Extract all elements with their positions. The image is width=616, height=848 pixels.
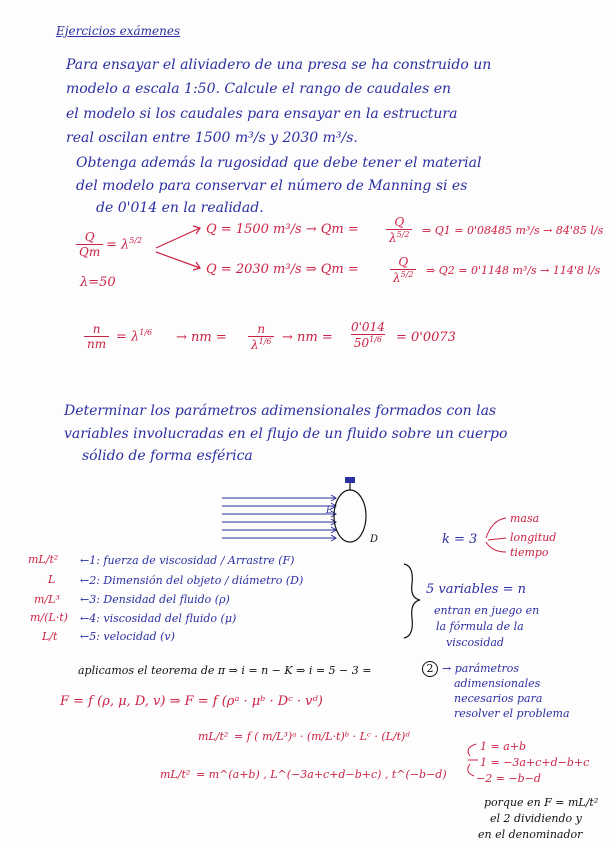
dim-4: m/(L·t): [30, 611, 68, 624]
nm-fraction: $\frac{n}{\lambda^{1/6}}$: [248, 322, 274, 352]
summary-line-1: 5 variables = n: [426, 582, 526, 597]
problem1-line-6: del modelo para conservar el número de Manning si es: [76, 178, 468, 194]
pi-theorem: aplicamos el teorema de π ⇒ i = n − K ⇒ i = 5 − 3 =: [78, 664, 372, 677]
f-equation-3-rhs: = m^(a+b) , L^(−3a+c+d−b+c) , t^(−b−d): [196, 768, 447, 781]
f-equation: F = f (ρ, μ, D, v) ⇒ F = f (ρᵃ · μᵇ · Dᶜ · vᵈ): [60, 694, 323, 709]
k-equation: k = 3: [442, 532, 478, 547]
nm-arrow: → nm =: [282, 330, 333, 345]
theorem-note-4: resolver el problema: [454, 707, 570, 720]
problem1-line-2: modelo a escala 1:50. Calcule el rango de caudales en: [66, 81, 451, 97]
problem1-line-7: de 0'014 en la realidad.: [96, 200, 264, 216]
q2-expression: Q = 2030 m³/s ⇒ Qm =: [206, 262, 359, 277]
problem2-line-1: Determinar los parámetros adimensionales formados con las: [64, 403, 497, 419]
dim-3: m/L³: [34, 593, 60, 606]
problem1-line-3: el modelo si los caudales para ensayar en la estructura: [66, 106, 458, 122]
manning-fraction: $\frac{n}{nm}$: [84, 322, 109, 351]
q1-result: ⇒ Q1 = 0'08485 m³/s → 84'85 l/s: [422, 224, 604, 237]
theorem-note-2: adimensionales: [454, 677, 541, 690]
note-line-3: en el denominador: [478, 828, 583, 841]
theorem-note-1: → parámetros: [442, 662, 520, 675]
theorem-note-3: necesarios para: [454, 692, 543, 705]
manning-rhs: = $\lambda^{1/6}$: [116, 328, 153, 345]
dim-5: L/t: [42, 630, 58, 643]
lambda-value: λ=50: [80, 275, 116, 290]
summary-line-3: la fórmula de la: [436, 620, 524, 633]
dim-1: mL/t²: [28, 553, 59, 566]
variable-3: ←3: Densidad del fluido (ρ): [80, 593, 230, 606]
variable-2: ←2: Dimensión del objeto / diámetro (D): [80, 574, 304, 587]
variable-1: ←1: fuerza de viscosidad / Arrastre (F): [80, 554, 295, 567]
problem1-line-5: Obtenga además la rugosidad que debe tener el material: [76, 155, 482, 171]
ml-t2-label: mL/t²: [198, 730, 229, 743]
scale-fraction: $\frac{Q}{Qm}$: [76, 230, 103, 259]
q2-result: ⇒ Q2 = 0'1148 m³/s → 114'8 l/s: [426, 264, 601, 277]
summary-line-4: viscosidad: [446, 636, 504, 649]
k-item-length: longitud: [510, 531, 557, 544]
k-item-mass: masa: [510, 512, 540, 525]
note-line-1: porque en F = mL/t²: [484, 796, 599, 809]
k-item-time: tiempo: [510, 546, 549, 559]
problem2-line-2: variables involucradas en el flujo de un fluido sobre un cuerpo: [64, 426, 508, 442]
problem2-line-3: sólido de forma esférica: [82, 448, 253, 464]
summary-line-2: entran en juego en: [434, 604, 540, 617]
scale-rhs: = $\lambda^{5/2}$: [106, 236, 143, 253]
note-line-2: el 2 dividiendo y: [490, 812, 582, 825]
equation-1: 1 = a+b: [480, 740, 527, 753]
pi-theorem-result: 2: [422, 661, 438, 677]
f-equation-3-lhs: mL/t²: [160, 768, 191, 781]
q2-fraction: $\frac{Q}{\lambda^{5/2}}$: [390, 255, 416, 285]
diagram-label-d: D: [370, 534, 379, 545]
problem1-line-1: Para ensayar el aliviadero de una presa se ha construido un: [66, 57, 492, 73]
problem1-line-4: real oscilan entre 1500 m³/s y 2030 m³/s.: [66, 130, 358, 146]
nm-result: = 0'0073: [396, 330, 456, 345]
equation-3: −2 = −b−d: [476, 772, 541, 785]
nm-label: → nm =: [176, 330, 227, 345]
page-heading: Ejercicios exámenes: [56, 24, 181, 38]
variable-4: ←4: viscosidad del fluido (μ): [80, 612, 237, 625]
diagram-label-e: E: [326, 506, 333, 516]
f-equation-2: = f ( m/L³)ᵃ · (m/L·t)ᵇ · Lᶜ · (L/t)ᵈ: [234, 730, 410, 743]
equation-2: 1 = −3a+c+d−b+c: [480, 756, 590, 769]
q1-expression: Q = 1500 m³/s → Qm =: [206, 222, 359, 237]
variable-5: ←5: velocidad (v): [80, 630, 175, 643]
q1-fraction: $\frac{Q}{\lambda^{5/2}}$: [386, 215, 412, 245]
dim-2: L: [48, 573, 56, 586]
nm-value-fraction: $\frac{0'014}{50^{1/6}}$: [351, 320, 385, 350]
